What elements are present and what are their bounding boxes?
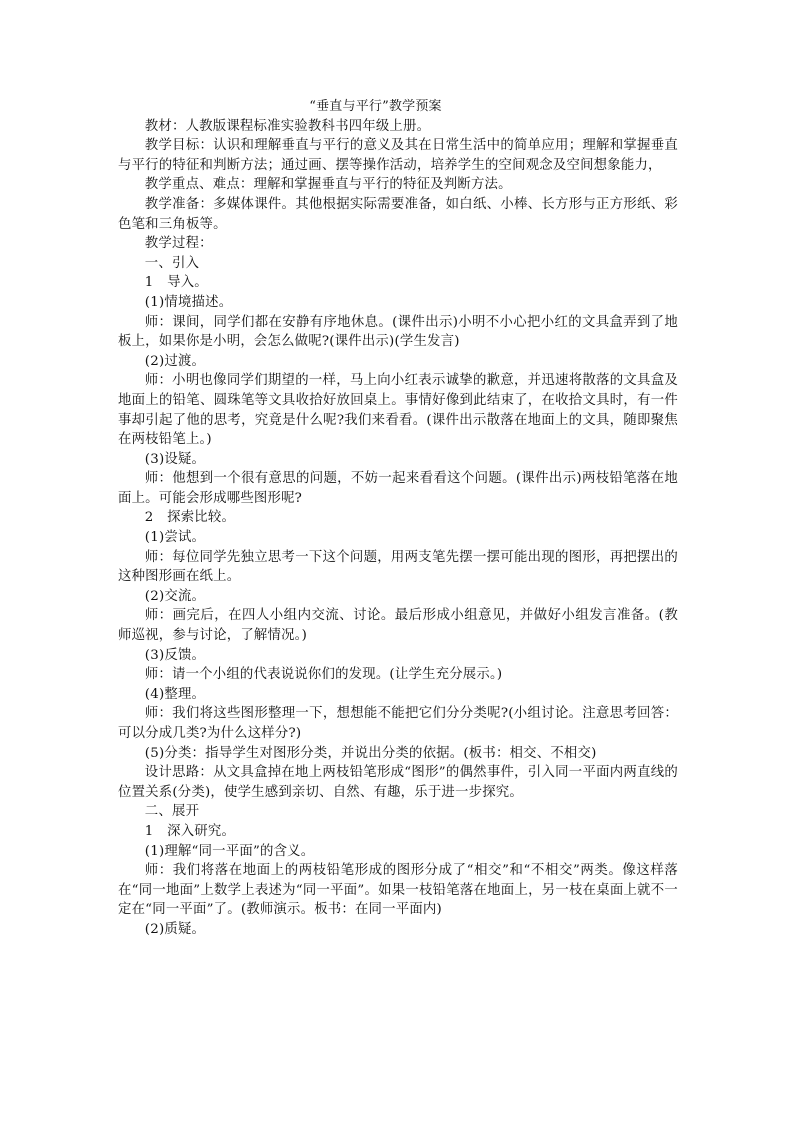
paragraph: 1 深入研究。 <box>144 823 236 839</box>
paragraph: 二、展开 <box>144 804 200 820</box>
paragraph: 教学过程： <box>144 236 213 252</box>
paragraph: 设计思路：从文具盒掉在地上两枝铅笔形成“图形”的偶然事件，引入同一平面内两直线的位置关系(分类)，使学生感到亲切、自然、有趣，乐于进一步探究。 <box>118 765 678 800</box>
document-title: “垂直与平行”教学预案 <box>309 99 442 114</box>
paragraph: 教学重点、难点：理解和掌握垂直与平行的特征及判断方法。 <box>144 177 512 193</box>
paragraph: 师：画完后，在四人小组内交流、讨论。最后形成小组意见，并做好小组发言准备。(教师巡视，参与讨论，了解情况。) <box>118 608 678 644</box>
paragraph: (1)情境描述。 <box>144 294 233 310</box>
paragraph: 1 导入。 <box>144 275 208 291</box>
paragraph: (1)尝试。 <box>144 530 206 546</box>
paragraph: (4)整理。 <box>144 686 206 702</box>
paragraph: 师：我们将这些图形整理一下，想想能不能把它们分分类呢?(小组讨论。注意思考回答：可以分成几类?为什么这样分?) <box>118 706 678 741</box>
paragraph: (2)交流。 <box>144 588 206 604</box>
paragraph: 师：小明也像同学们期望的一样，马上向小红表示诚挚的歉意，并迅速将散落的文具盒及地面上的铅笔、圆珠笔等文具收拾好放回桌上。事情好像到此结束了，在收拾文具时，有一件事却引起了他的思考，究竟是什么呢?我们来看看。(课件出示散落在地面上的文具，随即聚焦在两枝铅笔上。) <box>118 373 678 448</box>
document-body <box>118 97 678 940</box>
paragraph-list <box>118 117 678 940</box>
paragraph: 教学目标：认识和理解垂直与平行的意义及其在日常生活中的简单应用；理解和掌握垂直与平行的特征和判断方法；通过画、摆等操作活动，培养学生的空间观念及空间想象能力， <box>118 138 678 173</box>
paragraph: 教学准备：多媒体课件。其他根据实际需要准备，如白纸、小棒、长方形与正方形纸、彩色笔和三角板等。 <box>118 196 678 232</box>
paragraph: 教材：人教版课程标准实验教科书四年级上册。 <box>144 118 431 134</box>
paragraph: 师：他想到一个很有意思的问题，不妨一起来看看这个问题。(课件出示)两枝铅笔落在地面上。可能会形成哪些图形呢? <box>118 471 678 506</box>
paragraph: 2 探索比较。 <box>144 510 236 526</box>
paragraph: 师：每位同学先独立思考一下这个问题，用两支笔先摆一摆可能出现的图形，再把摆出的这种图形画在纸上。 <box>118 549 678 585</box>
paragraph: (5)分类：指导学生对图形分类，并说出分类的依据。(板书：相交、不相交) <box>144 745 597 761</box>
paragraph: (2)过渡。 <box>144 353 206 369</box>
paragraph: (3)反馈。 <box>144 647 206 663</box>
paragraph: (3)设疑。 <box>144 451 206 467</box>
paragraph: 师：请一个小组的代表说说你们的发现。(让学生充分展示。) <box>144 667 503 683</box>
paragraph: (2)质疑。 <box>144 921 206 937</box>
paragraph: 一、引入 <box>144 255 200 271</box>
paragraph: (1)理解“同一平面”的含义。 <box>144 843 315 859</box>
paragraph: 师：我们将落在地面上的两枝铅笔形成的图形分成了“相交”和“不相交”两类。像这样落在“同一地面”上数学上表述为“同一平面”。如果一枝铅笔落在地面上，另一枝在桌面上就不一定在“同一平面”了。(教师演示。板书：在同一平面内) <box>118 863 678 918</box>
paragraph: 师：课间，同学们都在安静有序地休息。(课件出示)小明不小心把小红的文具盒弄到了地板上，如果你是小明，会怎么做呢?(课件出示)(学生发言) <box>118 314 678 350</box>
